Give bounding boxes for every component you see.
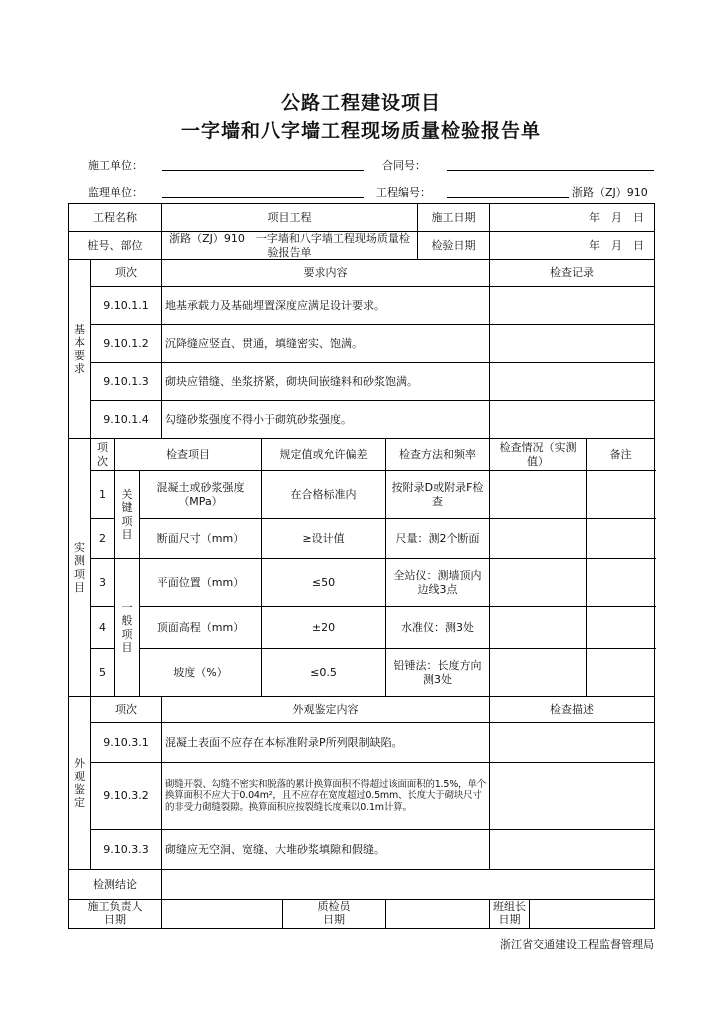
appearance-row-text: 混凝土表面不应存在本标准附录P所列限制缺陷。 [162,723,490,763]
measured-col-item: 项次 [91,439,115,471]
page-title-line1: 公路工程建设项目 [280,92,441,114]
construction-lead-text: 施工负责人 [87,900,143,914]
measured-col-result: 检查情况（实测值） [490,439,587,471]
measured-row-no: 3 [91,559,115,607]
station-label: 桩号、部位 [69,232,162,260]
basic-row-text: 砌块应错缝、坐浆挤紧，砌块间嵌缝料和砂浆饱满。 [162,363,490,401]
construction-date-label: 施工日期 [418,204,490,232]
team-leader-signature[interactable] [530,900,655,929]
appearance-row-text: 砌缝开裂、勾缝不密实和脱落的累计换算面积不得超过该面面积的1.5%，单个换算面积不应大于0.04m²，且不应存在宽度超过0.5mm、长度大于砌块尺寸的非受力砌缝裂隙。换算面积应按裂缝长度乘以0.1m计算。 [162,763,490,830]
measured-row-result[interactable] [490,607,587,649]
conclusion-label: 检测结论 [69,870,162,900]
basic-row-text: 沉降缝应竖直、贯通，填缝密实、饱满。 [162,325,490,363]
quality-inspector-date-text: 日期 [323,913,345,926]
measured-row-spec: ≥设计值 [262,519,386,559]
measured-row-item: 平面位置（mm） [140,559,262,607]
inspection-date-value[interactable]: 年 月 日 [490,232,655,260]
quality-inspector-label [283,900,386,929]
measured-row-note[interactable] [587,649,655,697]
key-items-group-label: 关键项目 [115,471,140,559]
measured-row-note[interactable] [587,471,655,519]
basic-row-code: 9.10.1.4 [91,401,162,439]
project-name-value: 项目工程 [162,204,418,232]
construction-lead-label [69,900,162,929]
construction-lead-signature[interactable] [162,900,283,929]
quality-inspector-signature[interactable] [386,900,490,929]
construction-lead-date-text: 日期 [104,913,126,926]
measured-items-section-label: 实测项目 [69,439,91,697]
supervision-unit-label: 监理单位： [88,186,143,199]
team-leader-date-text: 日期 [498,913,521,926]
form-code: 浙路（ZJ）910 [572,186,648,199]
measured-row-result[interactable] [490,649,587,697]
basic-col-item: 项次 [91,260,162,287]
basic-row-text: 地基承载力及基础埋置深度应满足设计要求。 [162,287,490,325]
measured-row-method: 水准仪：测3处 [386,607,490,649]
measured-row-spec: 在合格标准内 [262,471,386,519]
construction-unit-field[interactable] [162,156,364,171]
basic-row-code: 9.10.1.3 [91,363,162,401]
measured-row-method: 按附录D或附录F检查 [386,471,490,519]
basic-row-record[interactable] [490,363,655,401]
measured-row-method: 铅锤法：长度方向测3处 [386,649,490,697]
appearance-section-label: 外观鉴定 [69,697,91,870]
project-no-field[interactable] [447,183,569,198]
measured-row-method: 尺量：测2个断面 [386,519,490,559]
measured-col-spec: 规定值或允许偏差 [262,439,386,471]
contract-no-label: 合同号： [382,159,426,172]
appearance-row-code: 9.10.3.3 [91,830,162,870]
conclusion-field[interactable] [162,870,655,900]
appearance-row-code: 9.10.3.2 [91,763,162,830]
basic-row-record[interactable] [490,401,655,439]
measured-row-result[interactable] [490,471,587,519]
basic-requirements-section-label: 基本要求 [69,260,91,439]
team-leader-text: 班组长 [493,900,526,914]
measured-col-note: 备注 [587,439,655,471]
issuer-footer: 浙江省交通建设工程监督管理局 [500,938,654,951]
measured-row-result[interactable] [490,519,587,559]
appearance-row-desc[interactable] [490,830,655,870]
measured-row-note[interactable] [587,607,655,649]
measured-row-item: 顶面高程（mm） [140,607,262,649]
measured-row-spec: ±20 [262,607,386,649]
appearance-col-desc: 检查描述 [490,697,655,723]
supervision-unit-field[interactable] [162,183,364,198]
inspection-date-label: 检验日期 [418,232,490,260]
team-leader-label [490,900,530,929]
basic-col-record: 检查记录 [490,260,655,287]
measured-col-method: 检查方法和频率 [386,439,490,471]
measured-row-item: 混凝土或砂浆强度（MPa） [140,471,262,519]
construction-date-value[interactable]: 年 月 日 [490,204,655,232]
basic-row-code: 9.10.1.1 [91,287,162,325]
contract-no-field[interactable] [447,156,654,171]
quality-inspector-text: 质检员 [317,900,351,914]
measured-row-item: 坡度（%） [140,649,262,697]
project-name-label: 工程名称 [69,204,162,232]
measured-row-spec: ≤0.5 [262,649,386,697]
appearance-row-desc[interactable] [490,723,655,763]
construction-unit-label: 施工单位： [88,159,143,172]
station-value: 浙路（ZJ）910 一字墙和八字墙工程现场质量检验报告单 [162,232,418,260]
appearance-row-text: 砌缝应无空洞、宽缝、大堆砂浆填隙和假缝。 [162,830,490,870]
basic-col-content: 要求内容 [162,260,490,287]
appearance-row-code: 9.10.3.1 [91,723,162,763]
appearance-col-content: 外观鉴定内容 [162,697,490,723]
measured-row-spec: ≤50 [262,559,386,607]
basic-row-record[interactable] [490,325,655,363]
measured-col-check: 检查项目 [115,439,262,471]
inspection-form-table [68,203,655,929]
measured-row-note[interactable] [587,559,655,607]
measured-row-no: 2 [91,519,115,559]
appearance-col-item: 项次 [91,697,162,723]
appearance-row-desc[interactable] [490,763,655,830]
measured-row-no: 4 [91,607,115,649]
general-items-group-label: 一般项目 [115,559,140,697]
measured-row-method: 全站仪：测墙顶内边线3点 [386,559,490,607]
project-no-label: 工程编号： [376,186,431,199]
page-title-line2: 一字墙和八字墙工程现场质量检验报告单 [180,120,541,142]
measured-row-no: 1 [91,471,115,519]
measured-row-item: 断面尺寸（mm） [140,519,262,559]
basic-row-text: 勾缝砂浆强度不得小于砌筑砂浆强度。 [162,401,490,439]
measured-row-result[interactable] [490,559,587,607]
measured-row-note[interactable] [587,519,655,559]
measured-row-no: 5 [91,649,115,697]
basic-row-record[interactable] [490,287,655,325]
basic-row-code: 9.10.1.2 [91,325,162,363]
